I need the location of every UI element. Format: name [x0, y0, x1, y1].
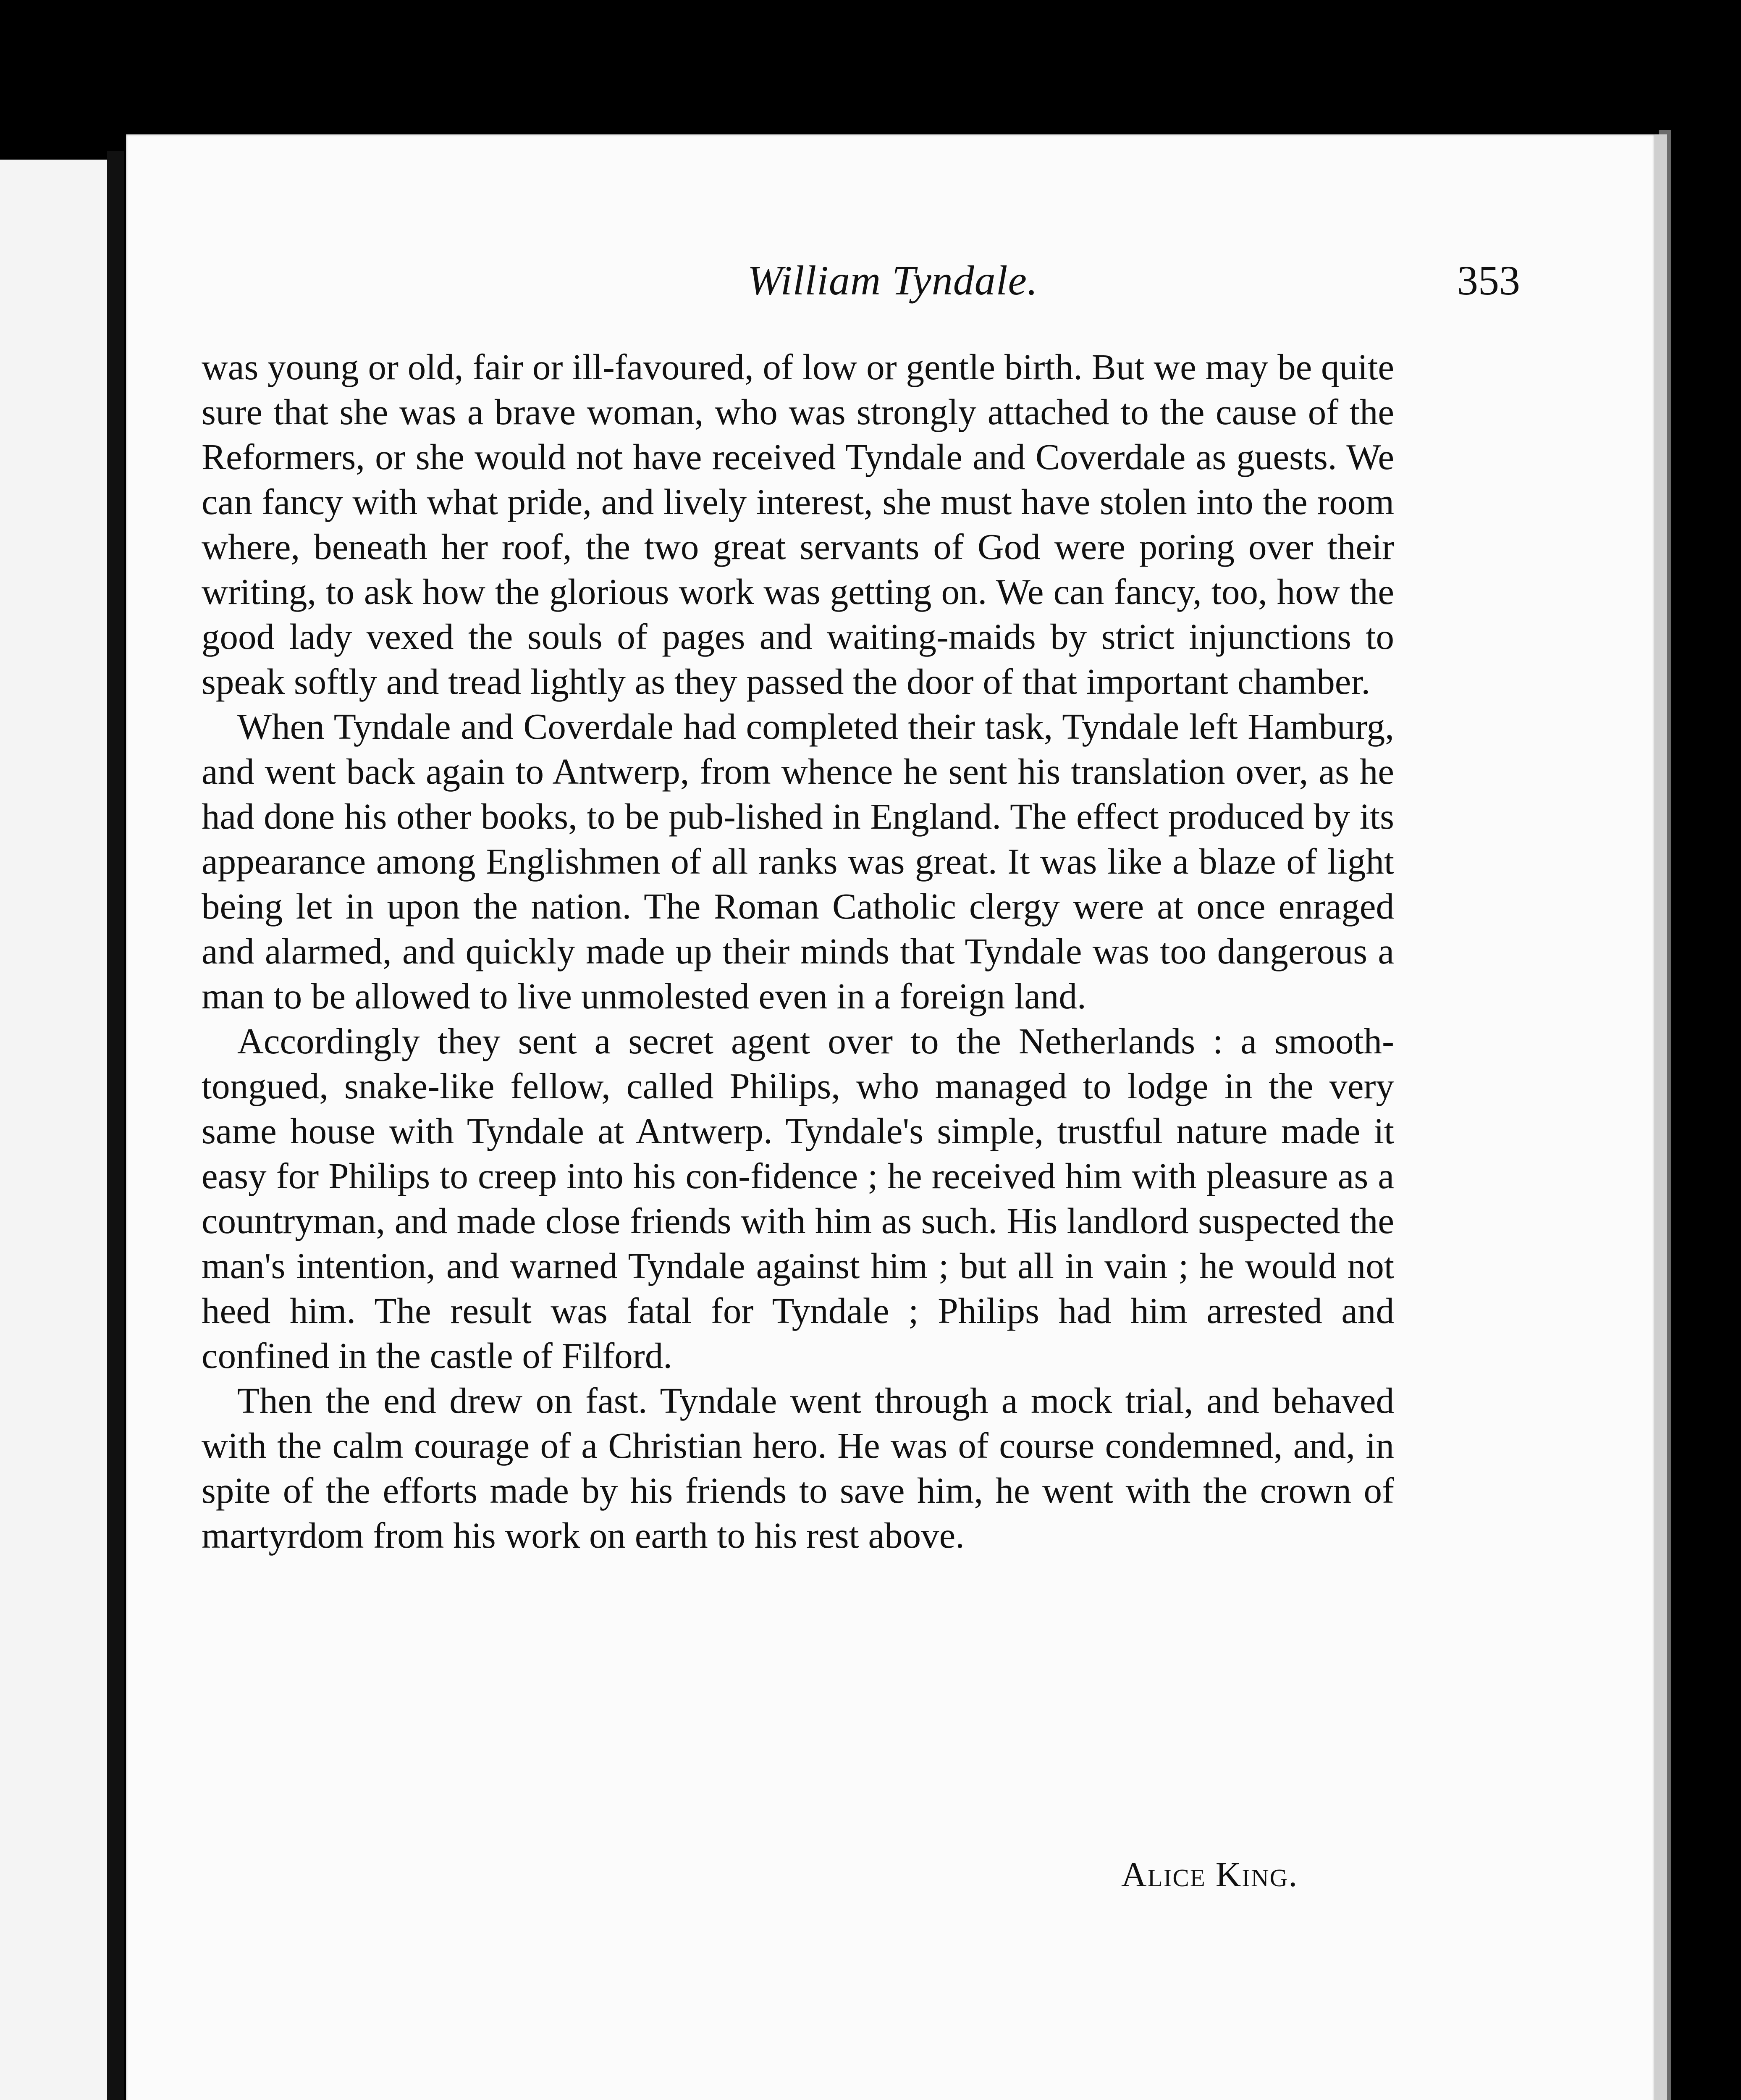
- paragraph-4: Then the end drew on fast. Tyndale went through a mock trial, and behaved with the calm courage of a Christian hero. He was of course condemned, and, in spite of the efforts made by his friends to save him, he went with the crown of martyrdom from his work on earth to his rest above.: [202, 1380, 1394, 1556]
- book-page: [126, 134, 1667, 2100]
- previous-page-edge: [0, 160, 112, 2100]
- page-number: 353: [1457, 257, 1520, 304]
- running-title: William Tyndale.: [747, 257, 1038, 304]
- article-body: [202, 344, 1394, 1558]
- author-signature: Alice King.: [1121, 1855, 1298, 1894]
- paragraph-1: was young or old, fair or ill-favoured, of low or gentle birth. But we may be quite sure that she was a brave woman, who was strongly attached to the cause of the Reformers, or she would not have received Tyndale and Coverdale as guests. We can fancy with what pride, and lively interest, she must have stolen into the room where, beneath her roof, the two great servants of God were poring over their writing, to ask how the glorious work was getting on. We can fancy, too, how the good lady vexed the souls of pages and waiting-maids by strict injunctions to speak softly and tread lightly as they passed the door of that important chamber.: [202, 346, 1394, 702]
- paragraph-2: When Tyndale and Coverdale had completed their task, Tyndale left Hamburg, and went back again to Antwerp, from whence he sent his translation over, as he had done his other books, to be pub-lished in England. The effect produced by its appearance among Englishmen of all ranks was great. It was like a blaze of light being let in upon the nation. The Roman Catholic clergy were at once enraged and alarmed, and quickly made up their minds that Tyndale was too dangerous a man to be allowed to live unmolested even in a foreign land.: [202, 706, 1394, 1016]
- paragraph-3: Accordingly they sent a secret agent over to the Netherlands : a smooth-tongued, snake-like fellow, called Philips, who managed to lodge in the very same house with Tyndale at Antwerp. Tyndale's simple, trustful nature made it easy for Philips to creep into his con-fidence ; he received him with pleasure as a countryman, and made close friends with him as such. His landlord suspected the man's intention, and warned Tyndale against him ; but all in vain ; he would not heed him. The result was fatal for Tyndale ; Philips had him arrested and confined in the castle of Filford.: [202, 1021, 1394, 1376]
- book-gutter-shadow: [107, 151, 124, 2100]
